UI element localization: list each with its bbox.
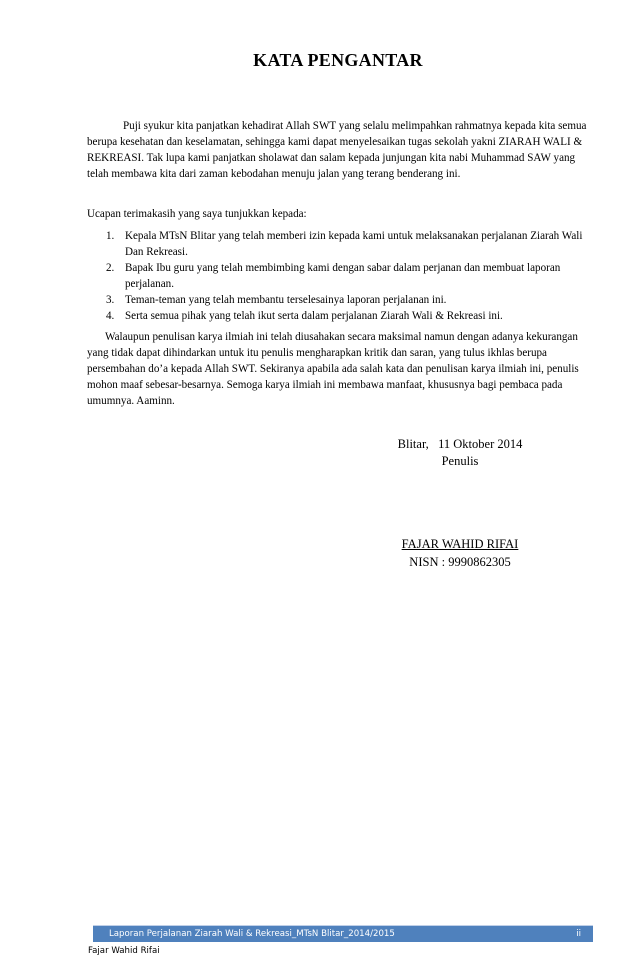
list-item-number: 3. — [106, 294, 115, 306]
footer-bar — [93, 925, 593, 942]
list-item-text: Teman-teman yang telah membantu terselesainya laporan perjalanan ini. — [125, 294, 447, 306]
signature-name: FAJAR WAHID RIFAI — [401, 537, 519, 551]
signature-place-date: Blitar, 11 Oktober 2014 — [397, 437, 523, 451]
page-title: KATA PENGANTAR — [253, 50, 423, 70]
signature-nisn: NISN : 9990862305 — [409, 555, 511, 569]
signature-role: Penulis — [441, 454, 479, 468]
list-item-number: 2. — [106, 262, 115, 274]
list-item-number: 1. — [106, 230, 115, 242]
paragraph-opening: Puji syukur kita panjatkan kehadirat Allah SWT yang selalu melimpahkan rahmatnya kepada kita semua berupa kesehatan dan keselamatan, sehingga kami dapat menyelesaikan tugas sekolah yakni ZIARAH WALI & REKREASI. Tak lupa kami panjatkan sholawat dan salam kepada junjungan kita nabi Muhammad SAW yang telah membawa kita dari zaman kebodahan menuju jalan yang terang benderang ini. — [87, 120, 587, 180]
list-item — [87, 228, 593, 260]
footer-title: Laporan Perjalanan Ziarah Wali & Rekreasi_MTsN Blitar_2014/2015 — [109, 929, 395, 939]
footer-author: Fajar Wahid Rifai — [88, 946, 160, 956]
list-item-number: 4. — [106, 310, 115, 322]
list-item — [87, 260, 593, 292]
thanks-list — [87, 228, 593, 324]
list-item — [87, 308, 593, 324]
paragraph-closing: Walaupun penulisan karya ilmiah ini telah diusahakan secara maksimal namun dengan adanya kekurangan yang tidak dapat dihindarkan untuk itu penulis mengharapkan kritik dan saran, yang tulus ikhlas berupa persembahan do’a kepada Allah SWT. Sekiranya apabila ada salah kata dan penulisan karya ilmiah ini, penulis mohon maaf sebesar-besarnya. Semoga karya ilmiah ini membawa manfaat, khususnya bagi pembaca pada umumnya. Aaminn. — [87, 331, 579, 407]
list-item-text: Kepala MTsN Blitar yang telah memberi izin kepada kami untuk melaksanakan perjalanan Ziarah Wali Dan Rekreasi. — [125, 230, 583, 258]
list-item-text: Bapak Ibu guru yang telah membimbing kami dengan sabar dalam perjanan dan membuat laporan perjalanan. — [125, 262, 561, 290]
list-item-text: Serta semua pihak yang telah ikut serta dalam perjalanan Ziarah Wali & Rekreasi ini. — [125, 310, 503, 322]
page-number: ii — [576, 929, 581, 939]
paragraph-thanks-intro: Ucapan terimakasih yang saya tunjukkan kepada: — [87, 208, 307, 220]
list-item — [87, 292, 593, 308]
